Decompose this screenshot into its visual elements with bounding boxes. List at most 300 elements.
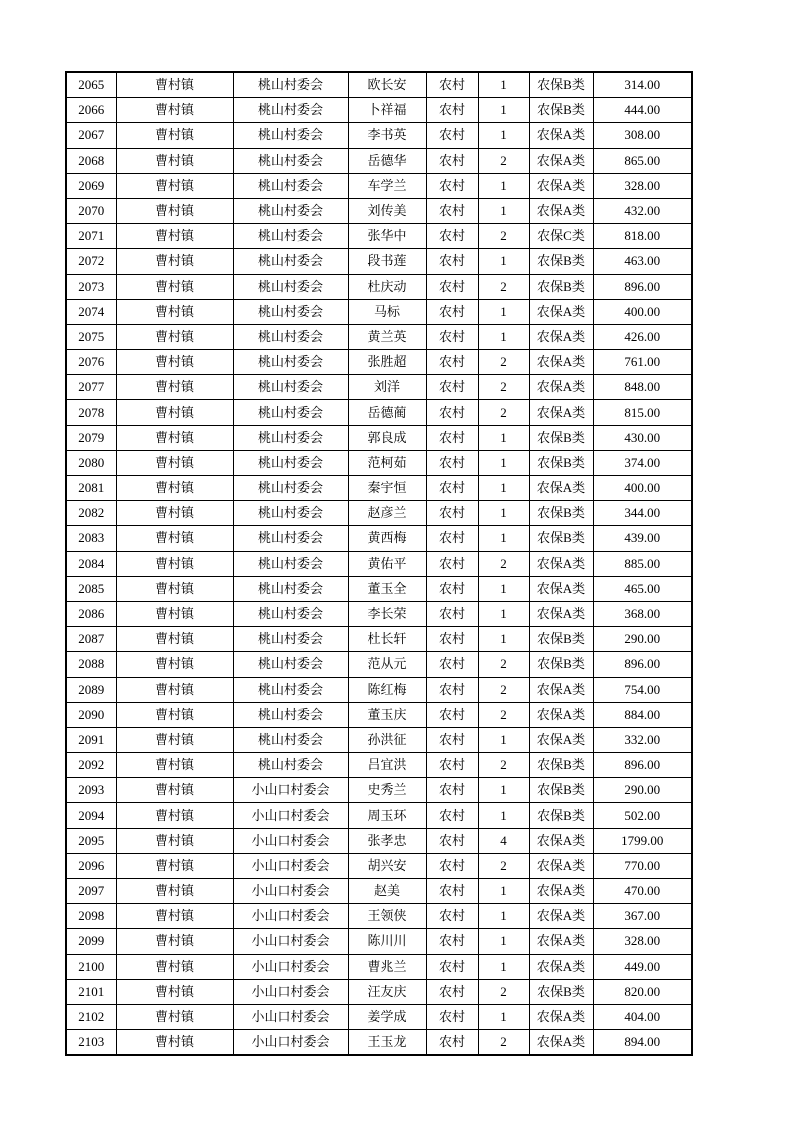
cell-category: 农保A类	[529, 576, 593, 601]
cell-town: 曹村镇	[116, 198, 233, 223]
cell-id: 2068	[66, 148, 116, 173]
cell-category: 农保B类	[529, 501, 593, 526]
cell-town: 曹村镇	[116, 954, 233, 979]
cell-category: 农保A类	[529, 853, 593, 878]
cell-town: 曹村镇	[116, 727, 233, 752]
cell-town: 曹村镇	[116, 350, 233, 375]
cell-category: 农保A类	[529, 350, 593, 375]
table-row	[66, 98, 692, 123]
cell-category: 农保A类	[529, 148, 593, 173]
table-row	[66, 198, 692, 223]
cell-name: 张孝忠	[348, 828, 426, 853]
cell-amount: 314.00	[593, 72, 692, 98]
cell-town: 曹村镇	[116, 249, 233, 274]
cell-category: 农保B类	[529, 425, 593, 450]
cell-town: 曹村镇	[116, 1030, 233, 1056]
cell-category: 农保A类	[529, 727, 593, 752]
cell-name: 周玉环	[348, 803, 426, 828]
cell-residence: 农村	[426, 702, 478, 727]
table-row	[66, 501, 692, 526]
cell-residence: 农村	[426, 979, 478, 1004]
cell-category: 农保A类	[529, 601, 593, 626]
cell-village: 桃山村委会	[233, 551, 348, 576]
table-row	[66, 274, 692, 299]
cell-count: 1	[478, 198, 529, 223]
cell-amount: 885.00	[593, 551, 692, 576]
cell-id: 2083	[66, 526, 116, 551]
cell-name: 史秀兰	[348, 778, 426, 803]
cell-village: 桃山村委会	[233, 375, 348, 400]
cell-id: 2086	[66, 601, 116, 626]
cell-town: 曹村镇	[116, 803, 233, 828]
cell-id: 2097	[66, 879, 116, 904]
cell-amount: 400.00	[593, 476, 692, 501]
cell-count: 1	[478, 627, 529, 652]
table-row	[66, 576, 692, 601]
cell-count: 2	[478, 224, 529, 249]
table-row	[66, 123, 692, 148]
cell-count: 1	[478, 72, 529, 98]
cell-name: 车学兰	[348, 173, 426, 198]
cell-village: 桃山村委会	[233, 425, 348, 450]
cell-category: 农保B类	[529, 753, 593, 778]
cell-id: 2071	[66, 224, 116, 249]
cell-town: 曹村镇	[116, 425, 233, 450]
cell-count: 1	[478, 879, 529, 904]
cell-village: 小山口村委会	[233, 904, 348, 929]
table-row	[66, 526, 692, 551]
cell-residence: 农村	[426, 450, 478, 475]
table-row	[66, 803, 692, 828]
cell-village: 桃山村委会	[233, 501, 348, 526]
cell-name: 李书英	[348, 123, 426, 148]
cell-count: 1	[478, 501, 529, 526]
cell-amount: 896.00	[593, 652, 692, 677]
cell-id: 2079	[66, 425, 116, 450]
cell-town: 曹村镇	[116, 853, 233, 878]
cell-amount: 449.00	[593, 954, 692, 979]
cell-town: 曹村镇	[116, 476, 233, 501]
cell-name: 岳德蔺	[348, 400, 426, 425]
cell-count: 2	[478, 677, 529, 702]
cell-count: 4	[478, 828, 529, 853]
cell-amount: 290.00	[593, 778, 692, 803]
cell-village: 桃山村委会	[233, 652, 348, 677]
cell-town: 曹村镇	[116, 324, 233, 349]
table-row	[66, 450, 692, 475]
cell-residence: 农村	[426, 400, 478, 425]
cell-residence: 农村	[426, 576, 478, 601]
cell-town: 曹村镇	[116, 98, 233, 123]
cell-name: 姜学成	[348, 1004, 426, 1029]
cell-town: 曹村镇	[116, 551, 233, 576]
cell-town: 曹村镇	[116, 375, 233, 400]
cell-residence: 农村	[426, 274, 478, 299]
cell-id: 2091	[66, 727, 116, 752]
cell-id: 2099	[66, 929, 116, 954]
cell-name: 王玉龙	[348, 1030, 426, 1056]
cell-town: 曹村镇	[116, 677, 233, 702]
cell-town: 曹村镇	[116, 173, 233, 198]
cell-amount: 818.00	[593, 224, 692, 249]
cell-name: 黄佑平	[348, 551, 426, 576]
cell-name: 岳德华	[348, 148, 426, 173]
cell-village: 桃山村委会	[233, 526, 348, 551]
cell-village: 桃山村委会	[233, 224, 348, 249]
cell-town: 曹村镇	[116, 828, 233, 853]
cell-residence: 农村	[426, 1030, 478, 1056]
cell-town: 曹村镇	[116, 299, 233, 324]
cell-id: 2087	[66, 627, 116, 652]
cell-category: 农保A类	[529, 299, 593, 324]
cell-village: 小山口村委会	[233, 1004, 348, 1029]
cell-village: 桃山村委会	[233, 198, 348, 223]
cell-id: 2074	[66, 299, 116, 324]
table-row	[66, 677, 692, 702]
cell-id: 2076	[66, 350, 116, 375]
cell-name: 李长荣	[348, 601, 426, 626]
cell-town: 曹村镇	[116, 929, 233, 954]
cell-category: 农保B类	[529, 652, 593, 677]
cell-id: 2085	[66, 576, 116, 601]
cell-village: 桃山村委会	[233, 123, 348, 148]
cell-name: 胡兴安	[348, 853, 426, 878]
table-row	[66, 879, 692, 904]
cell-residence: 农村	[426, 324, 478, 349]
cell-village: 小山口村委会	[233, 853, 348, 878]
cell-village: 桃山村委会	[233, 274, 348, 299]
cell-town: 曹村镇	[116, 501, 233, 526]
cell-name: 孙洪征	[348, 727, 426, 752]
cell-village: 桃山村委会	[233, 249, 348, 274]
cell-residence: 农村	[426, 425, 478, 450]
cell-id: 2100	[66, 954, 116, 979]
cell-residence: 农村	[426, 123, 478, 148]
cell-id: 2101	[66, 979, 116, 1004]
cell-residence: 农村	[426, 879, 478, 904]
table-row	[66, 148, 692, 173]
cell-id: 2072	[66, 249, 116, 274]
cell-village: 桃山村委会	[233, 350, 348, 375]
cell-village: 小山口村委会	[233, 979, 348, 1004]
cell-category: 农保A类	[529, 904, 593, 929]
cell-village: 桃山村委会	[233, 72, 348, 98]
table-row	[66, 350, 692, 375]
cell-residence: 农村	[426, 198, 478, 223]
table-row	[66, 72, 692, 98]
cell-village: 桃山村委会	[233, 98, 348, 123]
cell-town: 曹村镇	[116, 601, 233, 626]
cell-category: 农保A类	[529, 123, 593, 148]
cell-name: 段书莲	[348, 249, 426, 274]
cell-village: 桃山村委会	[233, 476, 348, 501]
cell-id: 2082	[66, 501, 116, 526]
cell-amount: 770.00	[593, 853, 692, 878]
cell-residence: 农村	[426, 224, 478, 249]
cell-residence: 农村	[426, 727, 478, 752]
cell-category: 农保A类	[529, 476, 593, 501]
cell-id: 2069	[66, 173, 116, 198]
cell-village: 桃山村委会	[233, 627, 348, 652]
cell-name: 黄西梅	[348, 526, 426, 551]
cell-residence: 农村	[426, 778, 478, 803]
cell-category: 农保A类	[529, 879, 593, 904]
cell-count: 1	[478, 425, 529, 450]
cell-name: 董玉庆	[348, 702, 426, 727]
table-row	[66, 324, 692, 349]
table-row	[66, 425, 692, 450]
cell-town: 曹村镇	[116, 526, 233, 551]
cell-village: 桃山村委会	[233, 400, 348, 425]
cell-town: 曹村镇	[116, 652, 233, 677]
cell-amount: 400.00	[593, 299, 692, 324]
cell-town: 曹村镇	[116, 1004, 233, 1029]
cell-village: 小山口村委会	[233, 929, 348, 954]
cell-name: 曹兆兰	[348, 954, 426, 979]
cell-amount: 820.00	[593, 979, 692, 1004]
cell-category: 农保C类	[529, 224, 593, 249]
cell-amount: 367.00	[593, 904, 692, 929]
cell-town: 曹村镇	[116, 879, 233, 904]
cell-amount: 432.00	[593, 198, 692, 223]
cell-name: 范柯茹	[348, 450, 426, 475]
cell-id: 2070	[66, 198, 116, 223]
cell-id: 2102	[66, 1004, 116, 1029]
cell-count: 1	[478, 173, 529, 198]
table-row	[66, 727, 692, 752]
cell-residence: 农村	[426, 501, 478, 526]
cell-town: 曹村镇	[116, 702, 233, 727]
cell-village: 桃山村委会	[233, 576, 348, 601]
cell-category: 农保A类	[529, 702, 593, 727]
cell-category: 农保A类	[529, 929, 593, 954]
cell-count: 2	[478, 979, 529, 1004]
cell-town: 曹村镇	[116, 778, 233, 803]
cell-village: 桃山村委会	[233, 148, 348, 173]
cell-residence: 农村	[426, 652, 478, 677]
cell-name: 杜庆动	[348, 274, 426, 299]
cell-name: 赵彦兰	[348, 501, 426, 526]
cell-count: 1	[478, 778, 529, 803]
cell-amount: 308.00	[593, 123, 692, 148]
cell-count: 2	[478, 375, 529, 400]
cell-amount: 884.00	[593, 702, 692, 727]
cell-count: 1	[478, 803, 529, 828]
cell-amount: 848.00	[593, 375, 692, 400]
cell-name: 刘洋	[348, 375, 426, 400]
cell-category: 农保B类	[529, 526, 593, 551]
cell-id: 2078	[66, 400, 116, 425]
cell-category: 农保B类	[529, 979, 593, 1004]
cell-category: 农保B类	[529, 803, 593, 828]
cell-village: 桃山村委会	[233, 299, 348, 324]
cell-count: 1	[478, 98, 529, 123]
cell-id: 2093	[66, 778, 116, 803]
cell-category: 农保B类	[529, 249, 593, 274]
table-row	[66, 652, 692, 677]
cell-id: 2084	[66, 551, 116, 576]
cell-residence: 农村	[426, 173, 478, 198]
cell-name: 杜长轩	[348, 627, 426, 652]
cell-count: 2	[478, 551, 529, 576]
payment-table	[65, 71, 693, 1056]
cell-count: 2	[478, 853, 529, 878]
cell-count: 2	[478, 400, 529, 425]
cell-amount: 896.00	[593, 753, 692, 778]
cell-category: 农保A类	[529, 954, 593, 979]
cell-id: 2065	[66, 72, 116, 98]
cell-category: 农保A类	[529, 551, 593, 576]
cell-town: 曹村镇	[116, 148, 233, 173]
cell-name: 赵美	[348, 879, 426, 904]
table-row	[66, 1030, 692, 1056]
cell-residence: 农村	[426, 299, 478, 324]
cell-count: 1	[478, 450, 529, 475]
cell-village: 桃山村委会	[233, 450, 348, 475]
cell-village: 小山口村委会	[233, 778, 348, 803]
cell-residence: 农村	[426, 375, 478, 400]
cell-residence: 农村	[426, 98, 478, 123]
cell-residence: 农村	[426, 72, 478, 98]
cell-category: 农保A类	[529, 400, 593, 425]
cell-id: 2090	[66, 702, 116, 727]
cell-count: 2	[478, 274, 529, 299]
cell-town: 曹村镇	[116, 123, 233, 148]
cell-name: 马标	[348, 299, 426, 324]
cell-name: 陈川川	[348, 929, 426, 954]
cell-count: 1	[478, 123, 529, 148]
table-row	[66, 173, 692, 198]
cell-amount: 426.00	[593, 324, 692, 349]
cell-residence: 农村	[426, 677, 478, 702]
cell-count: 2	[478, 652, 529, 677]
cell-town: 曹村镇	[116, 576, 233, 601]
cell-town: 曹村镇	[116, 979, 233, 1004]
table-row	[66, 753, 692, 778]
table-row	[66, 249, 692, 274]
cell-residence: 农村	[426, 803, 478, 828]
table-row	[66, 904, 692, 929]
cell-count: 1	[478, 576, 529, 601]
cell-category: 农保B类	[529, 627, 593, 652]
cell-id: 2077	[66, 375, 116, 400]
cell-category: 农保B类	[529, 98, 593, 123]
cell-category: 农保A类	[529, 828, 593, 853]
cell-residence: 农村	[426, 828, 478, 853]
table-row	[66, 979, 692, 1004]
cell-name: 郭良成	[348, 425, 426, 450]
cell-town: 曹村镇	[116, 400, 233, 425]
cell-amount: 754.00	[593, 677, 692, 702]
cell-village: 小山口村委会	[233, 803, 348, 828]
table-row	[66, 551, 692, 576]
cell-amount: 463.00	[593, 249, 692, 274]
cell-amount: 368.00	[593, 601, 692, 626]
cell-id: 2088	[66, 652, 116, 677]
cell-residence: 农村	[426, 148, 478, 173]
cell-village: 桃山村委会	[233, 601, 348, 626]
cell-count: 2	[478, 1030, 529, 1056]
cell-category: 农保B类	[529, 450, 593, 475]
cell-town: 曹村镇	[116, 450, 233, 475]
cell-name: 秦宇恒	[348, 476, 426, 501]
table-row	[66, 400, 692, 425]
cell-id: 2096	[66, 853, 116, 878]
cell-residence: 农村	[426, 753, 478, 778]
table-row	[66, 702, 692, 727]
cell-count: 2	[478, 753, 529, 778]
cell-amount: 465.00	[593, 576, 692, 601]
cell-amount: 865.00	[593, 148, 692, 173]
cell-name: 陈红梅	[348, 677, 426, 702]
cell-residence: 农村	[426, 904, 478, 929]
cell-name: 刘传美	[348, 198, 426, 223]
cell-amount: 344.00	[593, 501, 692, 526]
cell-residence: 农村	[426, 1004, 478, 1029]
cell-amount: 815.00	[593, 400, 692, 425]
cell-town: 曹村镇	[116, 72, 233, 98]
cell-village: 桃山村委会	[233, 702, 348, 727]
cell-name: 卜祥福	[348, 98, 426, 123]
cell-id: 2089	[66, 677, 116, 702]
cell-town: 曹村镇	[116, 753, 233, 778]
cell-village: 小山口村委会	[233, 828, 348, 853]
table-row	[66, 1004, 692, 1029]
cell-category: 农保A类	[529, 1004, 593, 1029]
cell-amount: 439.00	[593, 526, 692, 551]
cell-id: 2080	[66, 450, 116, 475]
cell-name: 张华中	[348, 224, 426, 249]
cell-village: 桃山村委会	[233, 753, 348, 778]
cell-name: 黄兰英	[348, 324, 426, 349]
table-row	[66, 929, 692, 954]
cell-id: 2092	[66, 753, 116, 778]
cell-count: 1	[478, 954, 529, 979]
cell-residence: 农村	[426, 627, 478, 652]
cell-count: 1	[478, 727, 529, 752]
cell-name: 汪友庆	[348, 979, 426, 1004]
cell-village: 桃山村委会	[233, 727, 348, 752]
table-row	[66, 476, 692, 501]
cell-residence: 农村	[426, 601, 478, 626]
cell-category: 农保A类	[529, 198, 593, 223]
cell-residence: 农村	[426, 249, 478, 274]
table-row	[66, 224, 692, 249]
cell-village: 小山口村委会	[233, 1030, 348, 1056]
cell-name: 吕宜洪	[348, 753, 426, 778]
cell-category: 农保A类	[529, 1030, 593, 1056]
cell-id: 2094	[66, 803, 116, 828]
cell-count: 2	[478, 350, 529, 375]
cell-name: 董玉全	[348, 576, 426, 601]
cell-count: 2	[478, 702, 529, 727]
cell-residence: 农村	[426, 853, 478, 878]
cell-id: 2075	[66, 324, 116, 349]
cell-amount: 374.00	[593, 450, 692, 475]
cell-name: 王领侠	[348, 904, 426, 929]
cell-amount: 430.00	[593, 425, 692, 450]
cell-amount: 761.00	[593, 350, 692, 375]
cell-category: 农保B类	[529, 72, 593, 98]
cell-count: 2	[478, 148, 529, 173]
cell-count: 1	[478, 904, 529, 929]
cell-residence: 农村	[426, 954, 478, 979]
cell-count: 1	[478, 476, 529, 501]
table-row	[66, 828, 692, 853]
cell-name: 欧长安	[348, 72, 426, 98]
cell-id: 2066	[66, 98, 116, 123]
cell-amount: 328.00	[593, 173, 692, 198]
